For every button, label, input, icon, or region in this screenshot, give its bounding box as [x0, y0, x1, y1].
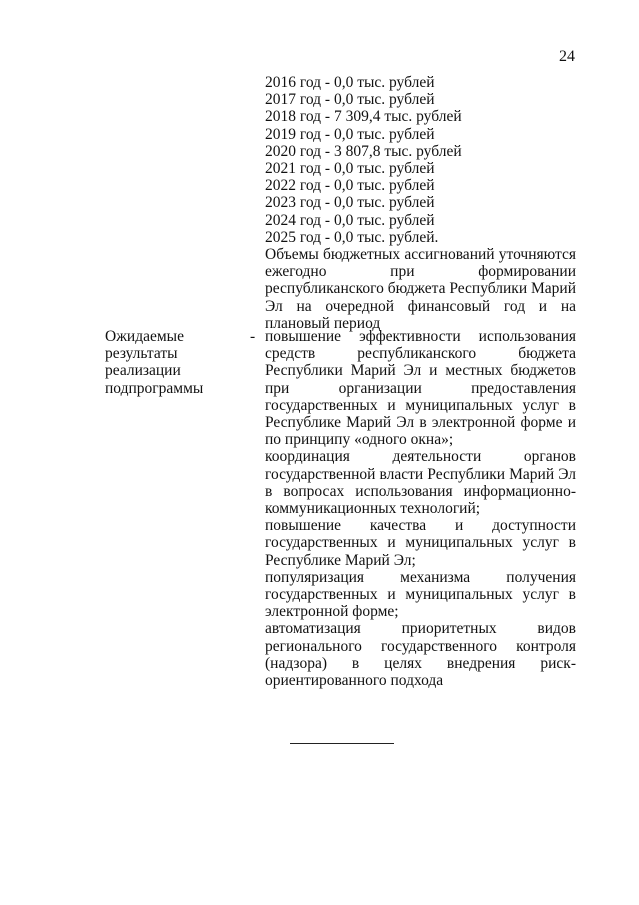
financing-year-line: 2020 год - 3 807,8 тыс. рублей — [265, 142, 462, 160]
result-item: повышение качества и доступности государственных и муниципальных услуг в Республике Марий Эл; — [265, 517, 576, 569]
result-item: повышение эффективности использования средств республиканского бюджета Республики Марий Эл и местных бюджетов при организации предоставления государственных и муниципальных услуг в Республике Марий Эл в электронной форме и по принципу «одного окна»; — [265, 328, 576, 449]
result-item: автоматизация приоритетных видов регионального государственного контроля (надзора) в целях внедрения риск-ориентированного подхода — [265, 620, 576, 690]
financing-year-line: 2017 год - 0,0 тыс. рублей — [265, 91, 435, 109]
result-item: популяризация механизма получения государственных и муниципальных услуг в электронной форме; — [265, 568, 576, 621]
financing-year-line: 2019 год - 0,0 тыс. рублей — [265, 125, 435, 143]
results-dash: - — [250, 328, 256, 345]
financing-year-line: 2023 год - 0,0 тыс. рублей — [265, 194, 435, 212]
financing-year-line: 2024 год - 0,0 тыс. рублей — [265, 211, 435, 229]
financing-year-line: 2021 год - 0,0 тыс. рублей — [265, 160, 435, 178]
financing-block — [265, 74, 576, 332]
financing-note: Объемы бюджетных ассигнований уточняются ежегодно при формировании республиканского бюджета Республики Марий Эл на очередной финансовый год и на плановый период — [265, 246, 577, 332]
separator-line — [290, 743, 394, 744]
financing-year-line: 2025 год - 0,0 тыс. рублей. — [265, 228, 439, 246]
financing-year-line: 2016 год - 0,0 тыс. рублей — [265, 74, 435, 91]
financing-year-line: 2022 год - 0,0 тыс. рублей — [265, 177, 435, 195]
results-label: Ожидаемые результаты реализации подпрограммы — [105, 328, 204, 397]
results-block — [265, 328, 576, 689]
page-number: 24 — [559, 48, 575, 65]
financing-year-line: 2018 год - 7 309,4 тыс. рублей — [265, 108, 462, 126]
result-item: координация деятельности органов государственной власти Республики Марий Эл в вопросах использования информационно-коммуникационных технологий; — [265, 448, 576, 518]
